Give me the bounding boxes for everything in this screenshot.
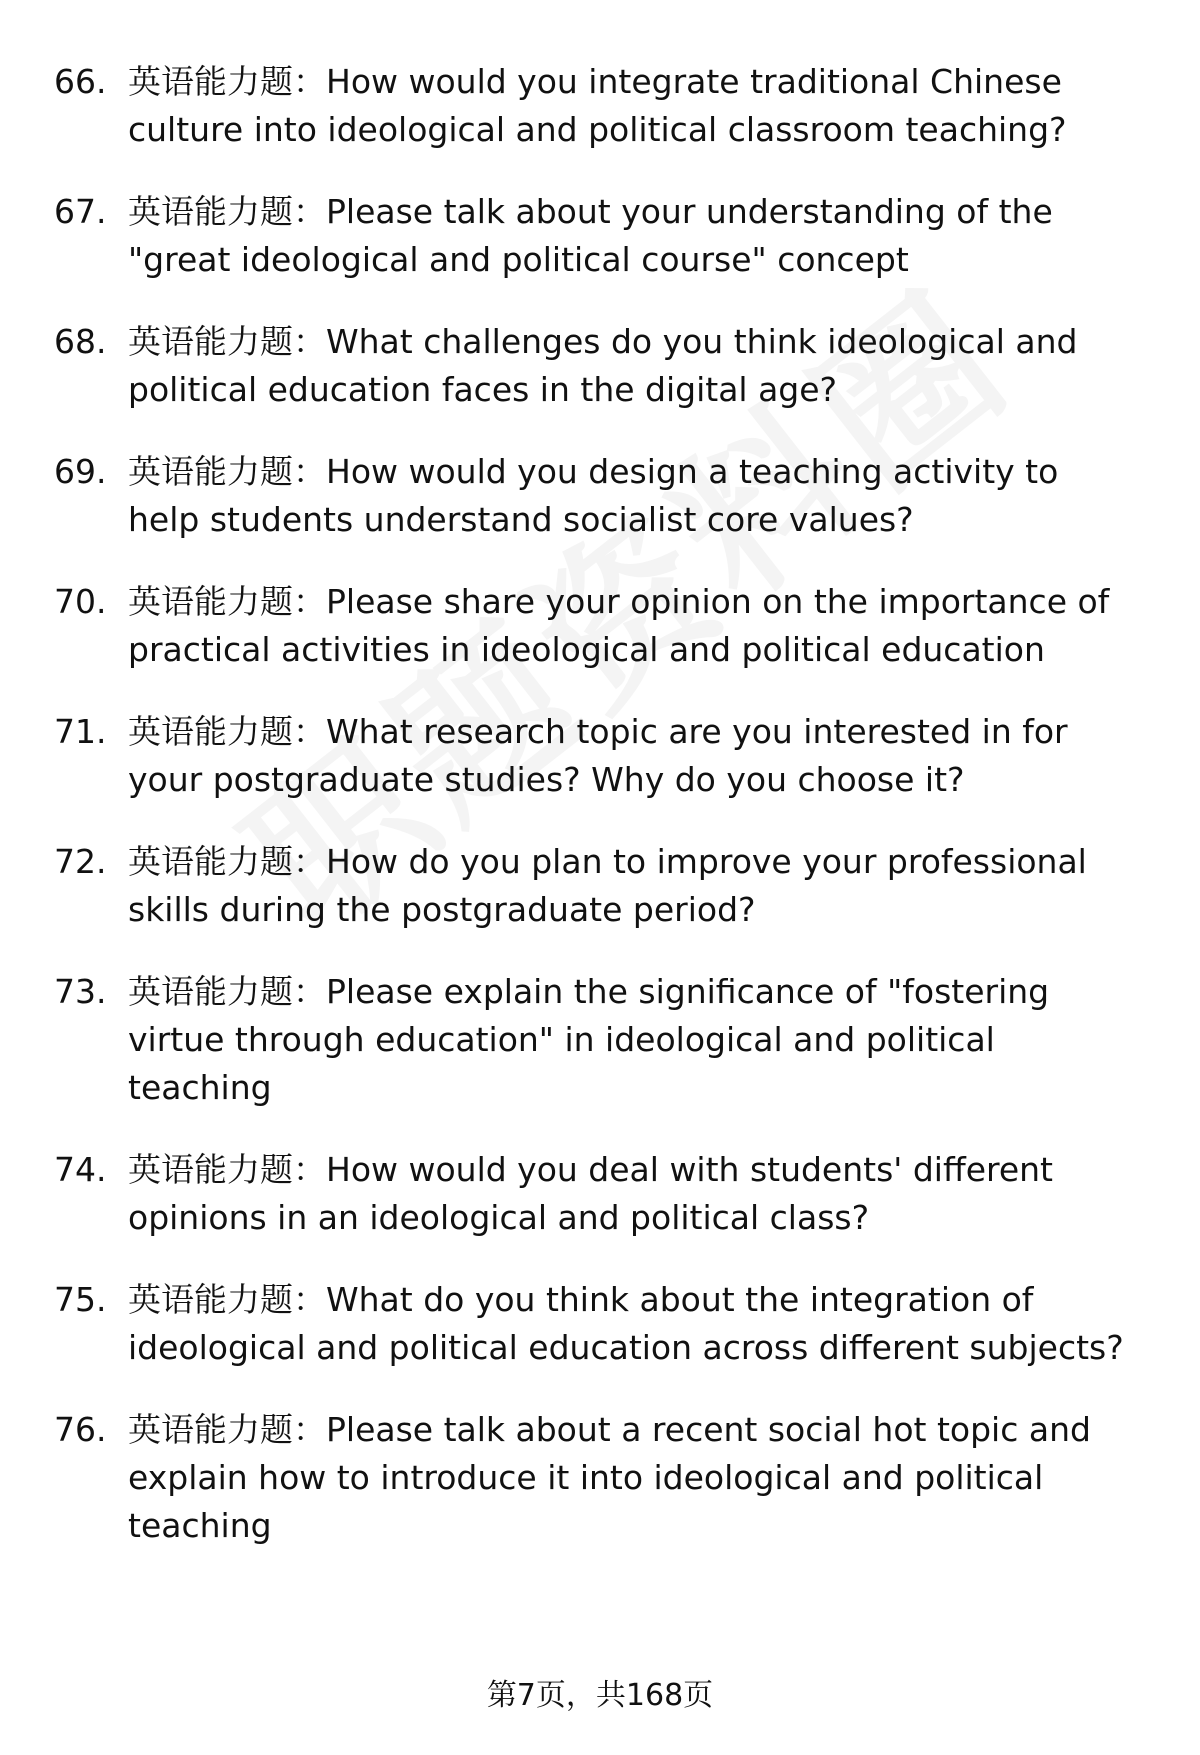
question-tag: 英语能力题： xyxy=(128,582,326,621)
list-item-question-76 xyxy=(54,1406,1164,1550)
list-item-question-71 xyxy=(54,708,1164,804)
question-number: 70. xyxy=(54,582,107,621)
question-tag: 英语能力题： xyxy=(128,842,326,881)
question-body xyxy=(128,838,1138,934)
question-number: 69. xyxy=(54,452,107,491)
question-body xyxy=(128,578,1138,674)
question-body xyxy=(128,188,1138,284)
question-body xyxy=(128,708,1138,804)
question-text: How would you integrate traditional Chinese culture into ideological and political classroom teaching? xyxy=(128,62,1067,149)
list-item-question-67 xyxy=(54,188,1164,284)
question-body xyxy=(128,1146,1138,1242)
question-tag: 英语能力题： xyxy=(128,712,326,751)
list-item-question-69 xyxy=(54,448,1164,544)
question-tag: 英语能力题： xyxy=(128,1410,326,1449)
question-text: How would you deal with students' different opinions in an ideological and political class? xyxy=(128,1150,1053,1237)
list-item-question-74 xyxy=(54,1146,1164,1242)
question-tag: 英语能力题： xyxy=(128,62,326,101)
question-tag: 英语能力题： xyxy=(128,452,326,491)
list-item-question-66 xyxy=(54,58,1164,154)
question-text: How do you plan to improve your professional skills during the postgraduate period? xyxy=(128,842,1087,929)
question-tag: 英语能力题： xyxy=(128,1280,326,1319)
question-text: Please share your opinion on the importance of practical activities in ideological and political education xyxy=(128,582,1110,669)
question-body xyxy=(128,1406,1138,1550)
question-body xyxy=(128,1276,1138,1372)
question-body xyxy=(128,968,1138,1112)
question-list xyxy=(54,58,1164,1584)
question-tag: 英语能力题： xyxy=(128,1150,326,1189)
question-body xyxy=(128,58,1138,154)
question-body xyxy=(128,448,1138,544)
question-number: 74. xyxy=(54,1150,107,1189)
list-item-question-68 xyxy=(54,318,1164,414)
question-text: What do you think about the integration of ideological and political education across different subjects? xyxy=(128,1280,1124,1367)
question-number: 75. xyxy=(54,1280,107,1319)
question-text: What challenges do you think ideological and political education faces in the digital age? xyxy=(128,322,1078,409)
question-text: Please explain the significance of "fostering virtue through education" in ideological and political teaching xyxy=(128,972,1050,1107)
question-tag: 英语能力题： xyxy=(128,322,326,361)
question-number: 67. xyxy=(54,192,107,231)
list-item-question-73 xyxy=(54,968,1164,1112)
question-tag: 英语能力题： xyxy=(128,972,326,1011)
question-body xyxy=(128,318,1138,414)
question-number: 66. xyxy=(54,62,107,101)
question-number: 68. xyxy=(54,322,107,361)
list-item-question-75 xyxy=(54,1276,1164,1372)
question-text: Please talk about your understanding of the "great ideological and political course" concept xyxy=(128,192,1053,279)
question-text: How would you design a teaching activity to help students understand socialist core values? xyxy=(128,452,1059,539)
question-text: What research topic are you interested in for your postgraduate studies? Why do you choose it? xyxy=(128,712,1068,799)
question-number: 72. xyxy=(54,842,107,881)
question-text: Please talk about a recent social hot topic and explain how to introduce it into ideological and political teaching xyxy=(128,1410,1091,1545)
question-number: 76. xyxy=(54,1410,107,1449)
list-item-question-72 xyxy=(54,838,1164,934)
list-item-question-70 xyxy=(54,578,1164,674)
question-number: 71. xyxy=(54,712,107,751)
question-tag: 英语能力题： xyxy=(128,192,326,231)
question-number: 73. xyxy=(54,972,107,1011)
page-footer: 第7页，共168页 xyxy=(486,1678,714,1713)
